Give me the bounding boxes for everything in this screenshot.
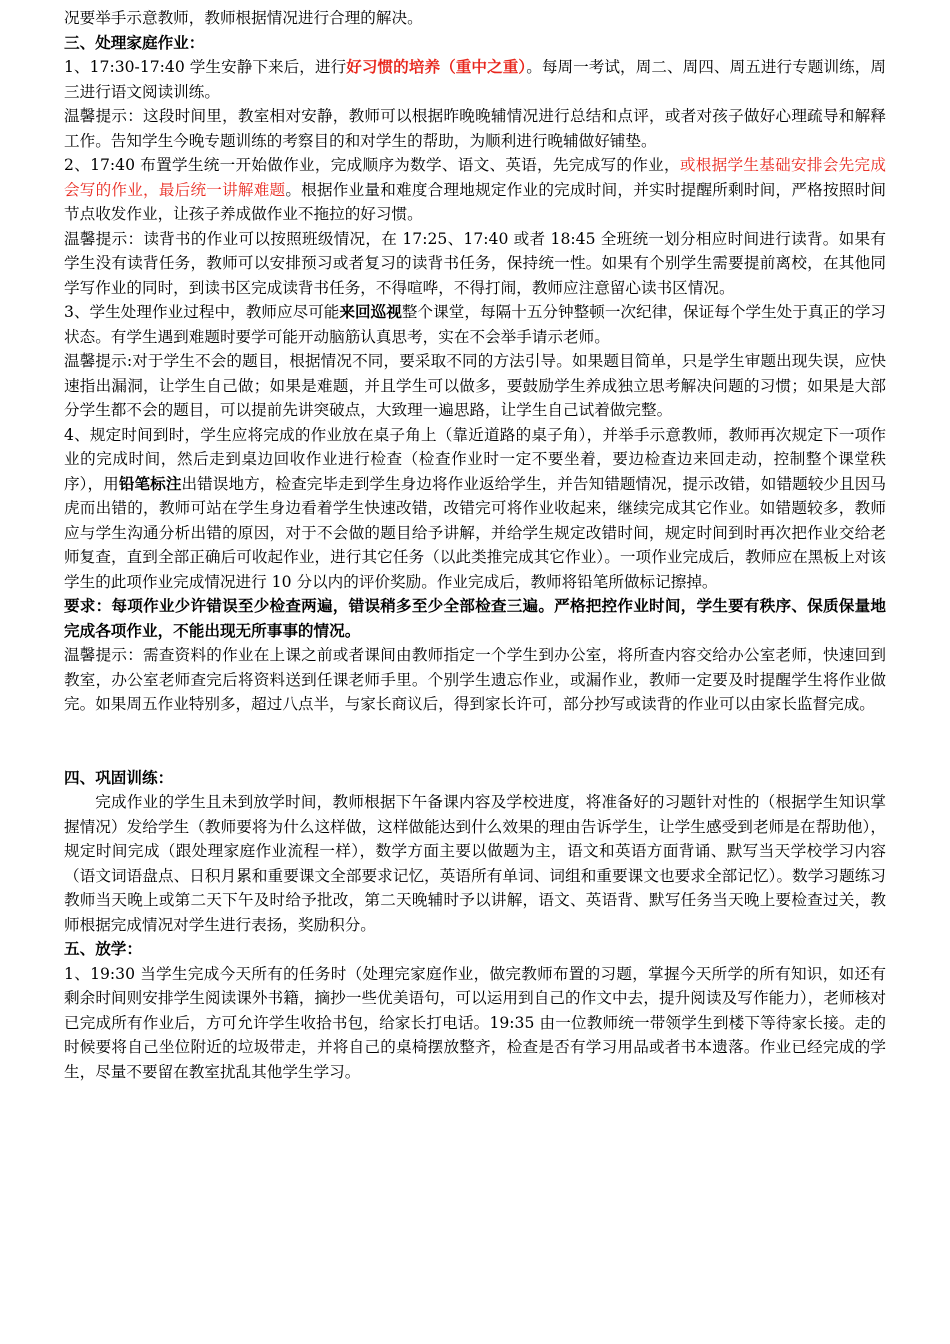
document-page [64,6,886,1084]
item-2-text-a: 2、17:40 布置学生统一开始做作业，完成顺序为数学、语文、英语，先完成写的作业， [64,156,680,174]
requirement: 要求：每项作业少许错误至少检查两遍，错误稍多至少全部检查三遍。严格把控作业时间，学生要有秩序、保质保量地完成各项作业，不能出现无所事事的情况。 [64,596,886,640]
item-2-text-b: 。根据作业量和难度合理地规定作业的完成时间，并实时提醒所剩时间，严格按照时间节点收发作业，让孩子养成做作业不拖拉的好习惯。 [64,180,886,223]
item-3-emphasis: 来回巡视 [339,302,402,321]
section-4-body: 完成作业的学生且未到放学时间，教师根据下午备课内容及学校进度，将准备好的习题针对性的（根据学生知识掌握情况）发给学生（教师要将为什么这样做，这样做能达到什么效果的理由告诉学生，让学生感受到老师是在帮助他），规定时间完成（跟处理家庭作业流程一样），数学方面主要以做题为主，语文和英语方面背诵、默写当天学校学习内容（语文词语盘点、日积月累和重要课文全部要求记忆，英语所有单词、词组和重要课文也要求全部记忆）。数学习题练习教师当天晚上或第二天下午及时给予批改，第二天晚辅时予以讲解，语文、英语背、默写任务当天晚上要检查过关，教师根据完成情况对学生进行表扬，奖励积分。 [64,793,886,934]
item-1-text-b: 。每周一考试，周二、周四、周五进行专题训练，周三进行语文阅读训练。 [64,58,886,101]
section-gap [64,717,886,766]
tip-1: 温馨提示：这段时间里，教室相对安静，教师可以根据昨晚晚辅情况进行总结和点评，或者对孩子做好心理疏导和解释工作。告知学生今晚专题训练的考察目的和对学生的帮助，为顺利进行晚辅做好铺垫。 [64,107,886,150]
section-4-title: 四、巩固训练： [64,767,174,787]
tip-2: 温馨提示：读背书的作业可以按照班级情况，在 17:25、17:40 或者 18:45 全班统一划分相应时间进行读背。如果有学生没有读背任务，教师可以安排预习或者复习的读背书任务，保持统一性。如果有个别学生需要提前离校，在其他同学写作业的同时，到读书区完成读背书任务，不得喧哗，不得打闹，教师应注意留心读书区情况。 [64,229,886,297]
section-3-item-1 [64,55,886,104]
intro-line: 况要举手示意教师，教师根据情况进行合理的解决。 [64,9,423,27]
item-2-emphasis: 或根据学生基础安排会先完成会写的作业，最后统一讲解难题 [64,156,886,199]
section-3-title: 三、处理家庭作业： [64,32,205,52]
section-3-item-4 [64,423,886,595]
section-5-item-1: 1、19:30 当学生完成今天所有的任务时（处理完家庭作业，做完教师布置的习题，掌握今天所学的所有知识，如还有剩余时间则安排学生阅读课外书籍，摘抄一些优美语句，可以运用到自己的作文中去，提升阅读及写作能力），老师核对已完成所有作业后，方可允许学生收拾书包，给家长打电话。19:35 由一位教师统一带领学生到楼下等待家长接。走的时候要将自己坐位附近的垃圾带走，并将自己的桌椅摆放整齐，检查是否有学习用品或者书本遗落。作业已经完成的学生，尽量不要留在教室扰乱其他学生学习。 [64,964,886,1081]
item-4-text-a: 4、规定时间到时，学生应将完成的作业放在桌子角上（靠近道路的桌子角），并举手示意教师，教师再次规定下一项作业的完成时间，然后走到桌边回收作业进行检查（检查作业时一定不要坐着，要边检查边来回走动，控制整个课堂秩序），用 [64,425,886,493]
section-3-item-2 [64,153,886,227]
item-1-text-a: 1、17:30-17:40 学生安静下来后，进行 [64,58,347,76]
item-4-text-b: 出错误地方，检查完毕走到学生身边将作业返给学生，并告知错题情况，提示改错，如错题较少且因马虎而出错的，教师可站在学生身边看着学生快速改错，改错完可将作业收起来，继续完成其它作业。如错题较多，教师应与学生沟通分析出错的原因，对于不会做的题目给予讲解，并给学生规定改错时间，规定时间到时再次把作业交给老师复查，直到全部正确后可收起作业，进行其它任务（以此类推完成其它作业）。一项作业完成后，教师应在黑板上对该学生的此项作业完成情况进行 10 分以内的评价奖励。作业完成后，教师将铅笔所做标记擦掉。 [64,474,886,591]
item-3-text-b: 整个课堂，每隔十五分钟整顿一次纪律，保证每个学生处于真正的学习状态。有学生遇到难题时要学可能开动脑筋认真思考，实在不会举手请示老师。 [64,303,886,346]
tip-4: 温馨提示：需查资料的作业在上课之前或者课间由教师指定一个学生到办公室，将所查内容交给办公室老师，快速回到教室，办公室老师查完后将资料送到任课老师手里。个别学生遗忘作业，或漏作业，教师一定要及时提醒学生将作业做完。如果周五作业特别多，超过八点半，与家长商议后，得到家长许可，部分抄写或读背的作业可以由家长监督完成。 [64,646,886,713]
item-1-emphasis: 好习惯的培养（重中之重） [346,57,527,76]
section-5-title: 五、放学： [64,939,142,958]
item-3-text-a: 3、学生处理作业过程中，教师应尽可能 [64,303,340,321]
item-4-emphasis: 铅笔标注 [118,473,182,493]
section-3-item-3 [64,300,886,349]
tip-3: 温馨提示:对于学生不会的题目，根据情况不同，要采取不同的方法引导。如果题目简单，只是学生审题出现失误，应快速指出漏洞，让学生自己做；如果是难题，并且学生可以做多，要鼓励学生养成独立思考解决问题的习惯；如果是大部分学生都不会的题目，可以提前先讲突破点，大致理一遍思路，让学生自己试着做完整。 [64,352,886,419]
